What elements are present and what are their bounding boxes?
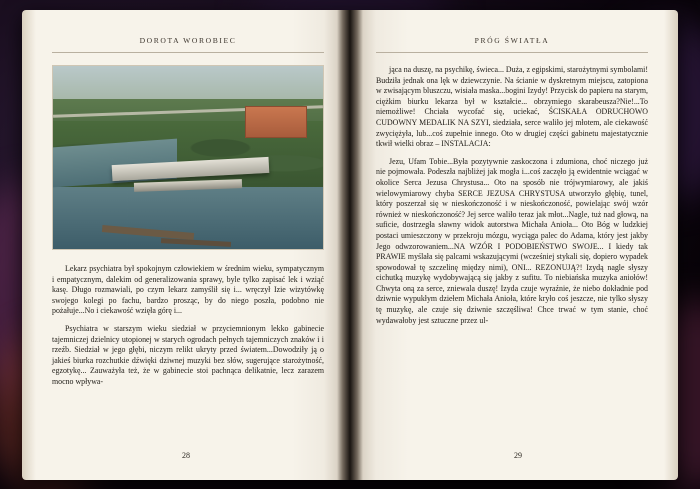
book-spread	[22, 10, 678, 480]
right-page	[350, 10, 678, 480]
paragraph: Psychiatra w starszym wieku siedział w przyciemnionym lekko gabinecie tajemniczej dzielnicy utopionej w starych ogrodach pełnych tajemniczych znaków i i rzeźb. Siedział w jego głębi, niczym relikt ukryty przed światem...Dowodziły ją o jakieś biurka rozchutkie dźwięki dziwnej muzyki bez słów, sugerujące starożytność, egzotykę... Zauważyła też, że w gabinecie stoi pachnąca delikatnie, lecz zarazem mocno wpływa-	[52, 323, 324, 386]
paragraph: Jezu, Ufam Tobie...Była pozytywnie zaskoczona i zdumiona, choć niczego już nie pojmowała. Podeszła najbliżej jak mogła i...coś zaczęło ją ewidentnie wciągać w okolice Serca Jezusa Chrystusa... Oto na sposób nie trójwymiarowy, ale jakiś wielowymiarowy chyba SERCE JEZUSA CHRYSTUSA utworzyło głębię, tunel, który poszerzał się w nieskończoność i w nieskończoność, powielając swój wzór również w nieskończoność? Jej serce waliło teraz jak młot...Nagle, tuż nad głową, na suficie, dostrzegła sławny widok autorstwa Michała Anioła... Oto Bóg w ludzkiej postaci umieszczony w przekroju mózgu, wyciąga palec do Adama, który jest jakby Jego odwzorowaniem...NA WZÓR I PODOBIEŃSTWO SWOJE... I kiedy tak PRAWIE myślała się palcami wskazującymi (wcześniej stykali się, dopiero wypadek spowodował tę szczelinę między nimi), ONI... REZONUJĄ?! Izydą nagle słyszy cichutką muzykę wydobywającą się jakby z sufitu. To niebiańska muzyka aniołów! Chwyta oną za serce, zniewala duszę! Izyda czuje wyraźnie, że niebo dokładnie pod dziwnie wypukłym dziełem Michała Anioła, które kryło coś jeszcze, nie tylko słyszy tę muzykę, ale czuje się dziwnie szczęśliwa! Chce trwać w tym stanie, choć wydawałoby jest sztuczne przez ul-	[376, 156, 648, 325]
aerial-landscape-photo	[52, 65, 324, 250]
paragraph: Lekarz psychiatra był spokojnym człowiekiem w średnim wieku, sympatycznym i empatycznym, dalekim od generalizowania sprawy, byle tylko zapisać lek i wziąć kasę. Długo rozmawiali, po czym lekarz zamyślił się i... wręczył Izie wizytówkę swojego kolegi po fachu, bardzo prosząc, by do niego poszła, podobno nie pożałuje...No i ciekawość wzięła górę i...	[52, 264, 324, 316]
header-rule	[52, 52, 324, 53]
page-number-right: 29	[514, 451, 522, 460]
left-running-head: DOROTA WOROBIEC	[139, 36, 237, 45]
header-rule	[376, 52, 648, 53]
right-running-head: PRÓG ŚWIATŁA	[474, 36, 550, 45]
left-page	[22, 10, 350, 480]
page-number-left: 28	[182, 451, 190, 460]
paragraph: jąca na duszę, na psychikę, świeca... Duża, z egipskimi, starożytnymi symbolami! Budziła jednak ona lęk w dziewczynie. Na ścianie w dyskretnym miejscu, zatopiona w zwisającym bluszczu, wisiała maska...bogini Izydy! Przycisk do papieru na starym, ciężkim biurku lekarza był w kształcie... obrzymiego skarabeusza?Nie!...To niemożliwe! Chciała wycofać się, uciekać, ŚCISKAŁA ODRUCHOWO CUDOWNY MEDALIK NA SZYI, siedziała, serce waliło jej młotem, ale ciekawość zwyciężyła, lub...coś zupełnie innego. Oto w drugiej części gabinetu majestatycznie tkwił wielki obraz – INSTALACJA:	[376, 65, 648, 149]
photo-building	[245, 106, 306, 137]
